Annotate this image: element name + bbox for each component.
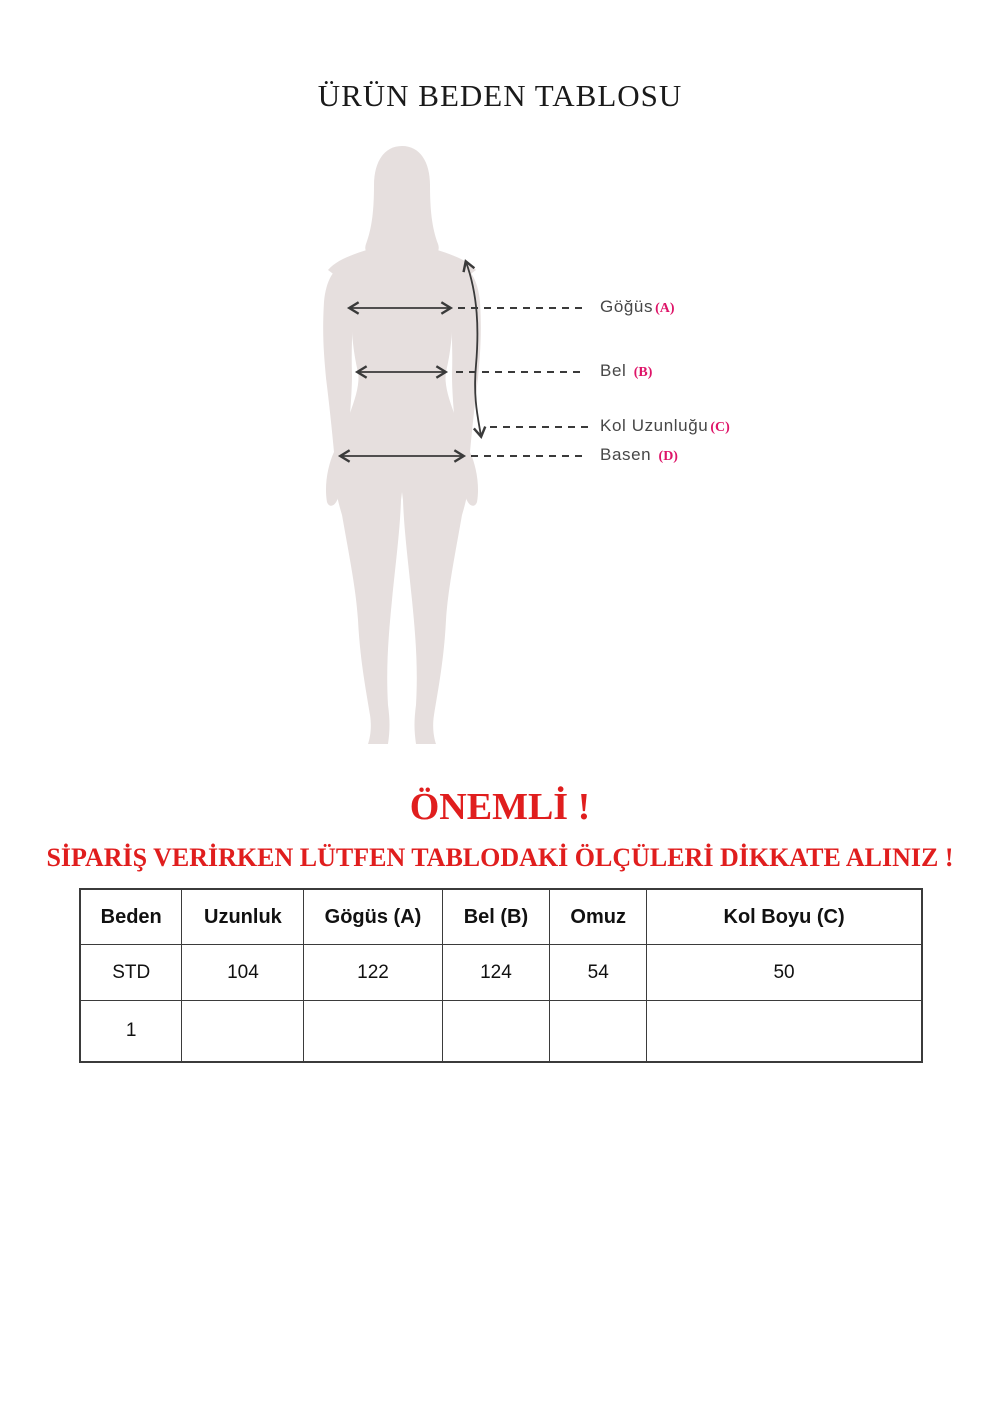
label-waist-code: (B) (633, 365, 653, 380)
cell-beden-std: STD (80, 945, 182, 1001)
header-kol-boyu: Kol Boyu (C) (647, 889, 922, 945)
header-uzunluk: Uzunluk (182, 889, 304, 945)
cell-omuz-std: 54 (550, 945, 647, 1001)
label-hip-code: (D) (658, 449, 678, 464)
size-table-header-row (80, 889, 922, 945)
label-arm-length-text: Kol Uzunluğu (600, 416, 709, 435)
cell-gogus-1 (304, 1001, 442, 1063)
female-silhouette-shape (323, 146, 481, 744)
label-chest-code: (A) (655, 301, 675, 316)
label-chest-text: Göğüs (600, 297, 654, 316)
label-waist-text: Bel (600, 361, 627, 380)
header-bel: Bel (B) (442, 889, 550, 945)
cell-beden-1: 1 (80, 1001, 182, 1063)
label-hip-text: Basen (600, 445, 652, 464)
size-table (79, 888, 923, 1063)
cell-uzunluk-std: 104 (182, 945, 304, 1001)
cell-bel-1 (442, 1001, 550, 1063)
table-row-1 (80, 1001, 922, 1063)
label-arm-length-code: (C) (710, 420, 730, 435)
label-chest (600, 297, 675, 317)
cell-bel-std: 124 (442, 945, 550, 1001)
header-gogus: Gögüs (A) (304, 889, 442, 945)
order-warning-text: SİPARİŞ VERİRKEN LÜTFEN TABLODAKİ ÖLÇÜLERİ DİKKATE ALINIZ ! (46, 843, 954, 872)
cell-gogus-std: 122 (304, 945, 442, 1001)
header-omuz: Omuz (550, 889, 647, 945)
cell-kolboyu-1 (647, 1001, 922, 1063)
label-arm-length (600, 416, 730, 436)
label-waist (600, 361, 652, 381)
important-heading: ÖNEMLİ ! (409, 786, 591, 828)
table-row-std (80, 945, 922, 1001)
label-hip (600, 445, 678, 465)
cell-uzunluk-1 (182, 1001, 304, 1063)
cell-omuz-1 (550, 1001, 647, 1063)
header-beden: Beden (80, 889, 182, 945)
cell-kolboyu-std: 50 (647, 945, 922, 1001)
body-measurement-diagram (280, 130, 610, 760)
page-title: ÜRÜN BEDEN TABLOSU (317, 78, 683, 113)
